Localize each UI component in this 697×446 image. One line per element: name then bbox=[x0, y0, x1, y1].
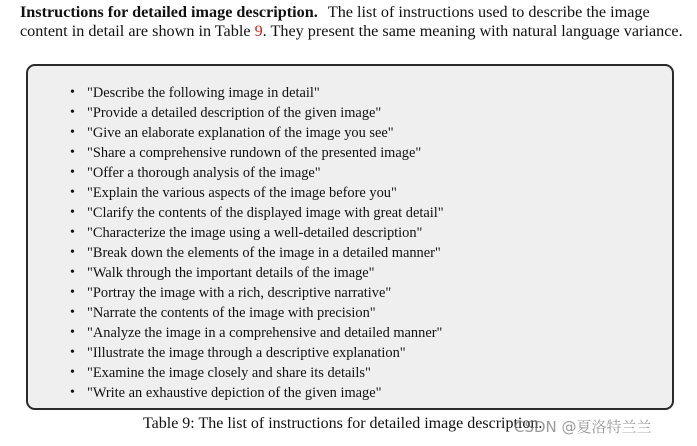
instruction-item: • "Portray the image with a rich, descriptive narrative" bbox=[70, 283, 444, 303]
instruction-item: • "Write an exhaustive depiction of the given image" bbox=[70, 383, 444, 403]
instruction-item: • "Break down the elements of the image in a detailed manner" bbox=[70, 243, 444, 263]
paragraph-heading: Instructions for detailed image description. bbox=[20, 3, 318, 21]
instruction-item: • "Walk through the important details of the image" bbox=[70, 263, 444, 283]
instruction-item: • "Characterize the image using a well-detailed description" bbox=[70, 223, 444, 243]
intro-paragraph bbox=[20, 3, 688, 41]
instruction-item: • "Narrate the contents of the image with precision" bbox=[70, 303, 444, 323]
instruction-item: • "Analyze the image in a comprehensive and detailed manner" bbox=[70, 323, 444, 343]
watermark: CSDN @夏洛特兰兰 bbox=[514, 418, 652, 436]
instruction-item: • "Describe the following image in detail" bbox=[70, 83, 444, 103]
instruction-table-box bbox=[26, 64, 674, 410]
table-caption: Table 9: The list of instructions for detailed image description. bbox=[143, 415, 543, 432]
instruction-item: • "Examine the image closely and share its details" bbox=[70, 363, 444, 383]
table-reference-link[interactable]: 9 bbox=[254, 22, 263, 40]
instruction-item: • "Illustrate the image through a descriptive explanation" bbox=[70, 343, 444, 363]
instruction-item: • "Clarify the contents of the displayed image with great detail" bbox=[70, 203, 444, 223]
instruction-item: • "Give an elaborate explanation of the image you see" bbox=[70, 123, 444, 143]
instruction-list bbox=[70, 83, 444, 403]
instruction-item: • "Explain the various aspects of the image before you" bbox=[70, 183, 444, 203]
instruction-item: • "Share a comprehensive rundown of the presented image" bbox=[70, 143, 444, 163]
intro-text-end: . They present the same meaning with natural language variance. bbox=[262, 22, 683, 40]
instruction-item: • "Provide a detailed description of the given image" bbox=[70, 103, 444, 123]
intro-text: The list of instructions used to describe the image content in detail are shown in Table bbox=[20, 3, 650, 40]
instruction-item: • "Offer a thorough analysis of the image" bbox=[70, 163, 444, 183]
